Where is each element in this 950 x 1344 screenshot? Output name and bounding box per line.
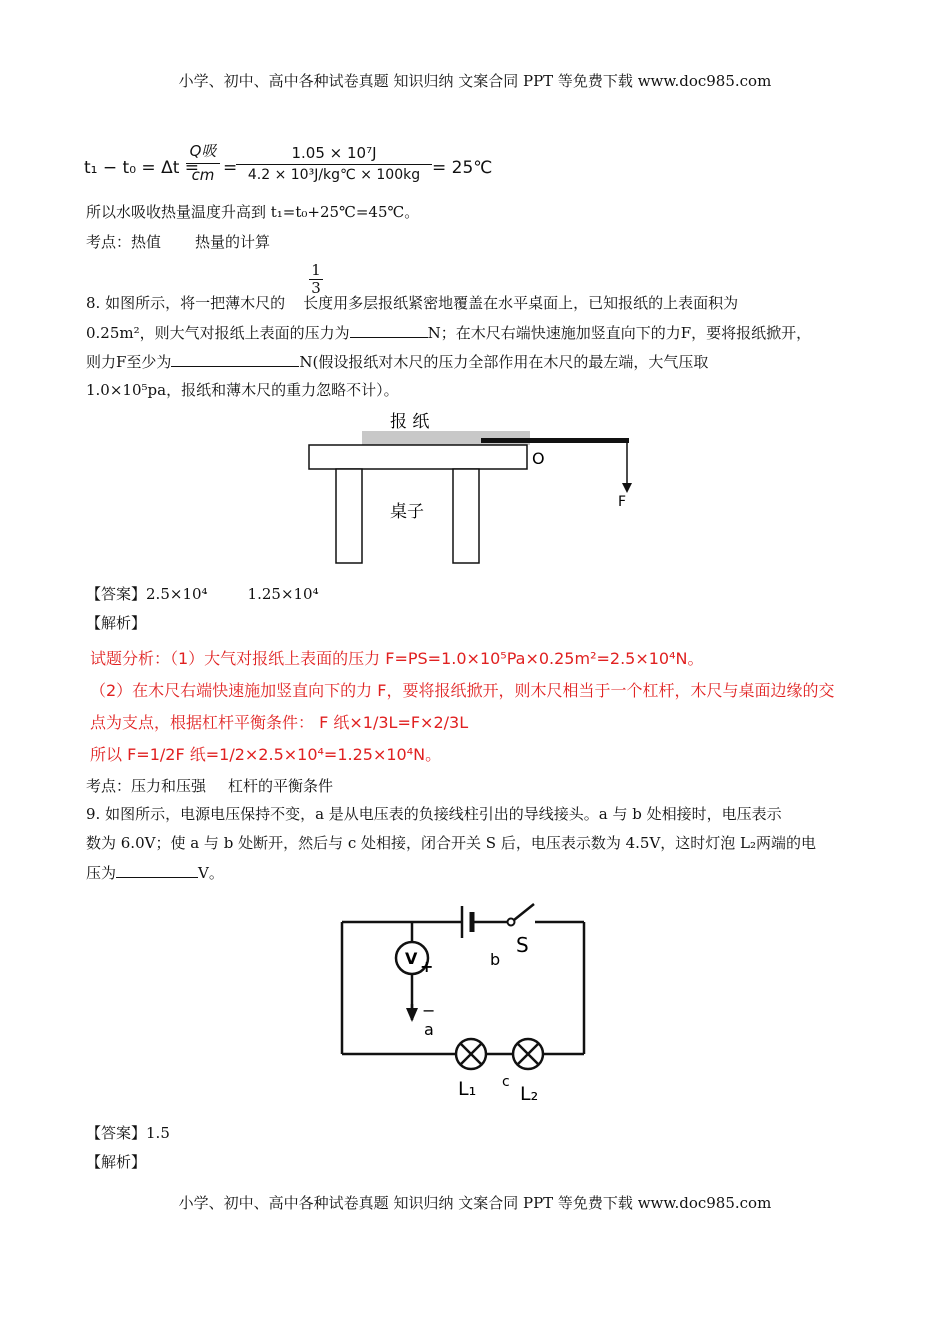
answer-value: 2.5×10⁴ [146, 585, 208, 603]
q8-line3-a: 则力F至少为 [86, 353, 172, 371]
lead-arrow-icon [406, 1008, 418, 1022]
formula-lhs: t₁ − t₀ = Δt = [84, 158, 200, 178]
table-top [309, 445, 527, 469]
q8-analysis-3: 点为支点，根据杠杆平衡条件： F 纸×1/3L=F×2/3L [90, 713, 469, 732]
kaodian-item: 杠杆的平衡条件 [228, 777, 334, 795]
answer-label: 【答案】 [86, 1124, 147, 1142]
answer-value: 1.25×10⁴ [247, 585, 319, 603]
answer-label: 【答案】 [86, 585, 147, 603]
switch-lever [514, 904, 534, 920]
table-leg-right [453, 469, 479, 563]
fraction-1 [186, 140, 220, 184]
q9-line1: 9. 如图所示，电源电压保持不变，a 是从电压表的负接线柱引出的导线接头。a 与 b 处相接时，电压表示 [86, 805, 782, 823]
fraction-2-denominator: 4.2 × 10³J/kg℃ × 100kg [236, 164, 432, 183]
answer-blank[interactable] [171, 351, 299, 367]
q9-line3-a: 压为 [86, 864, 117, 882]
q8-line1 [86, 293, 738, 313]
q8-line1-a: 8. 如图所示，将一把薄木尺的 [86, 294, 286, 312]
table-leg-left [336, 469, 362, 563]
paper-label: 报 纸 [390, 412, 430, 432]
q8-line2-b: N；在木尺右端快速施加竖直向下的力F，要将报纸掀开， [427, 324, 812, 342]
switch-contact [508, 919, 515, 926]
kaodian-item: 热量的计算 [195, 233, 271, 251]
circuit-diagram [330, 890, 620, 1110]
page-header: 小学、初中、高中各种试卷真题 知识归纳 文案合同 PPT 等免费下载 www.doc985.com [178, 72, 772, 90]
q8-fraction-num: 1 [311, 261, 321, 279]
formula-equals: = [223, 158, 238, 178]
l2-label: L₂ [520, 1083, 539, 1105]
plus-label: + [420, 957, 434, 976]
kaodian-item: 压力和压强 [131, 777, 207, 795]
q8-fraction [309, 262, 323, 297]
switch-label: S [516, 933, 529, 957]
fraction-1-denominator: cm [186, 163, 220, 184]
q9-line3 [86, 862, 224, 883]
voltmeter-label: V [405, 949, 418, 968]
minus-label: − [422, 1001, 436, 1020]
q7-kaodian [86, 232, 270, 252]
q8-kaodian [86, 776, 333, 796]
q9-analysis-label: 【解析】 [86, 1153, 147, 1171]
force-label: F [618, 494, 627, 510]
l1-label: L₁ [458, 1078, 477, 1100]
q8-fraction-den: 3 [309, 279, 323, 297]
formula-rhs: = 25℃ [432, 158, 493, 178]
q8-analysis-4: 所以 F=1/2F 纸=1/2×2.5×10⁴=1.25×10⁴N。 [90, 745, 442, 764]
q9-answer [86, 1123, 170, 1143]
answer-blank[interactable] [350, 322, 428, 338]
q8-line4: 1.0×10⁵pa，报纸和薄木尺的重力忽略不计）。 [86, 381, 399, 399]
q8-line3-b: N(假设报纸对木尺的压力全部作用在木尺的最左端，大气压取 [299, 353, 709, 371]
q8-line1-b: 长度用多层报纸紧密地覆盖在水平桌面上，已知报纸的上表面积为 [303, 294, 739, 312]
pivot-label: O [532, 449, 545, 468]
q8-line3 [86, 351, 708, 372]
force-arrow-icon [622, 483, 632, 493]
q8-line2-a: 0.25m²，则大气对报纸上表面的压力为 [86, 324, 350, 342]
fraction-2-numerator: 1.05 × 10⁷J [291, 144, 377, 162]
q8-analysis-1: 试题分析：（1）大气对报纸上表面的压力 F=PS=1.0×10⁵Pa×0.25m²=2.5×10⁴N。 [90, 649, 704, 668]
q7-conclusion: 所以水吸收热量温度升高到 t₁=t₀+25℃=45℃。 [86, 203, 420, 221]
answer-value: 1.5 [146, 1124, 170, 1142]
table-ruler-diagram [300, 405, 660, 570]
kaodian-label: 考点： [86, 233, 132, 251]
kaodian-label: 考点： [86, 777, 132, 795]
page-footer: 小学、初中、高中各种试卷真题 知识归纳 文案合同 PPT 等免费下载 www.doc985.com [178, 1194, 772, 1212]
point-a-label: a [424, 1020, 434, 1039]
q8-line2 [86, 322, 811, 343]
fraction-1-numerator: Q吸 [189, 142, 217, 160]
q8-answer [86, 584, 319, 604]
q8-analysis-label: 【解析】 [86, 614, 147, 632]
answer-blank[interactable] [116, 862, 198, 878]
kaodian-item: 热值 [131, 233, 162, 251]
table-label: 桌子 [390, 502, 424, 522]
ruler [481, 438, 629, 443]
point-b-label: b [490, 950, 501, 969]
point-c-label: c [502, 1074, 510, 1090]
q9-line3-b: V。 [198, 864, 224, 882]
q8-analysis-2: （2）在木尺右端快速施加竖直向下的力 F，要将报纸掀开，则木尺相当于一个杠杆，木尺与桌面边缘的交 [90, 681, 835, 700]
q9-line2: 数为 6.0V；使 a 与 b 处断开，然后与 c 处相接，闭合开关 S 后，电压表示数为 4.5V，这时灯泡 L₂两端的电 [86, 834, 817, 852]
fraction-2 [236, 144, 432, 183]
